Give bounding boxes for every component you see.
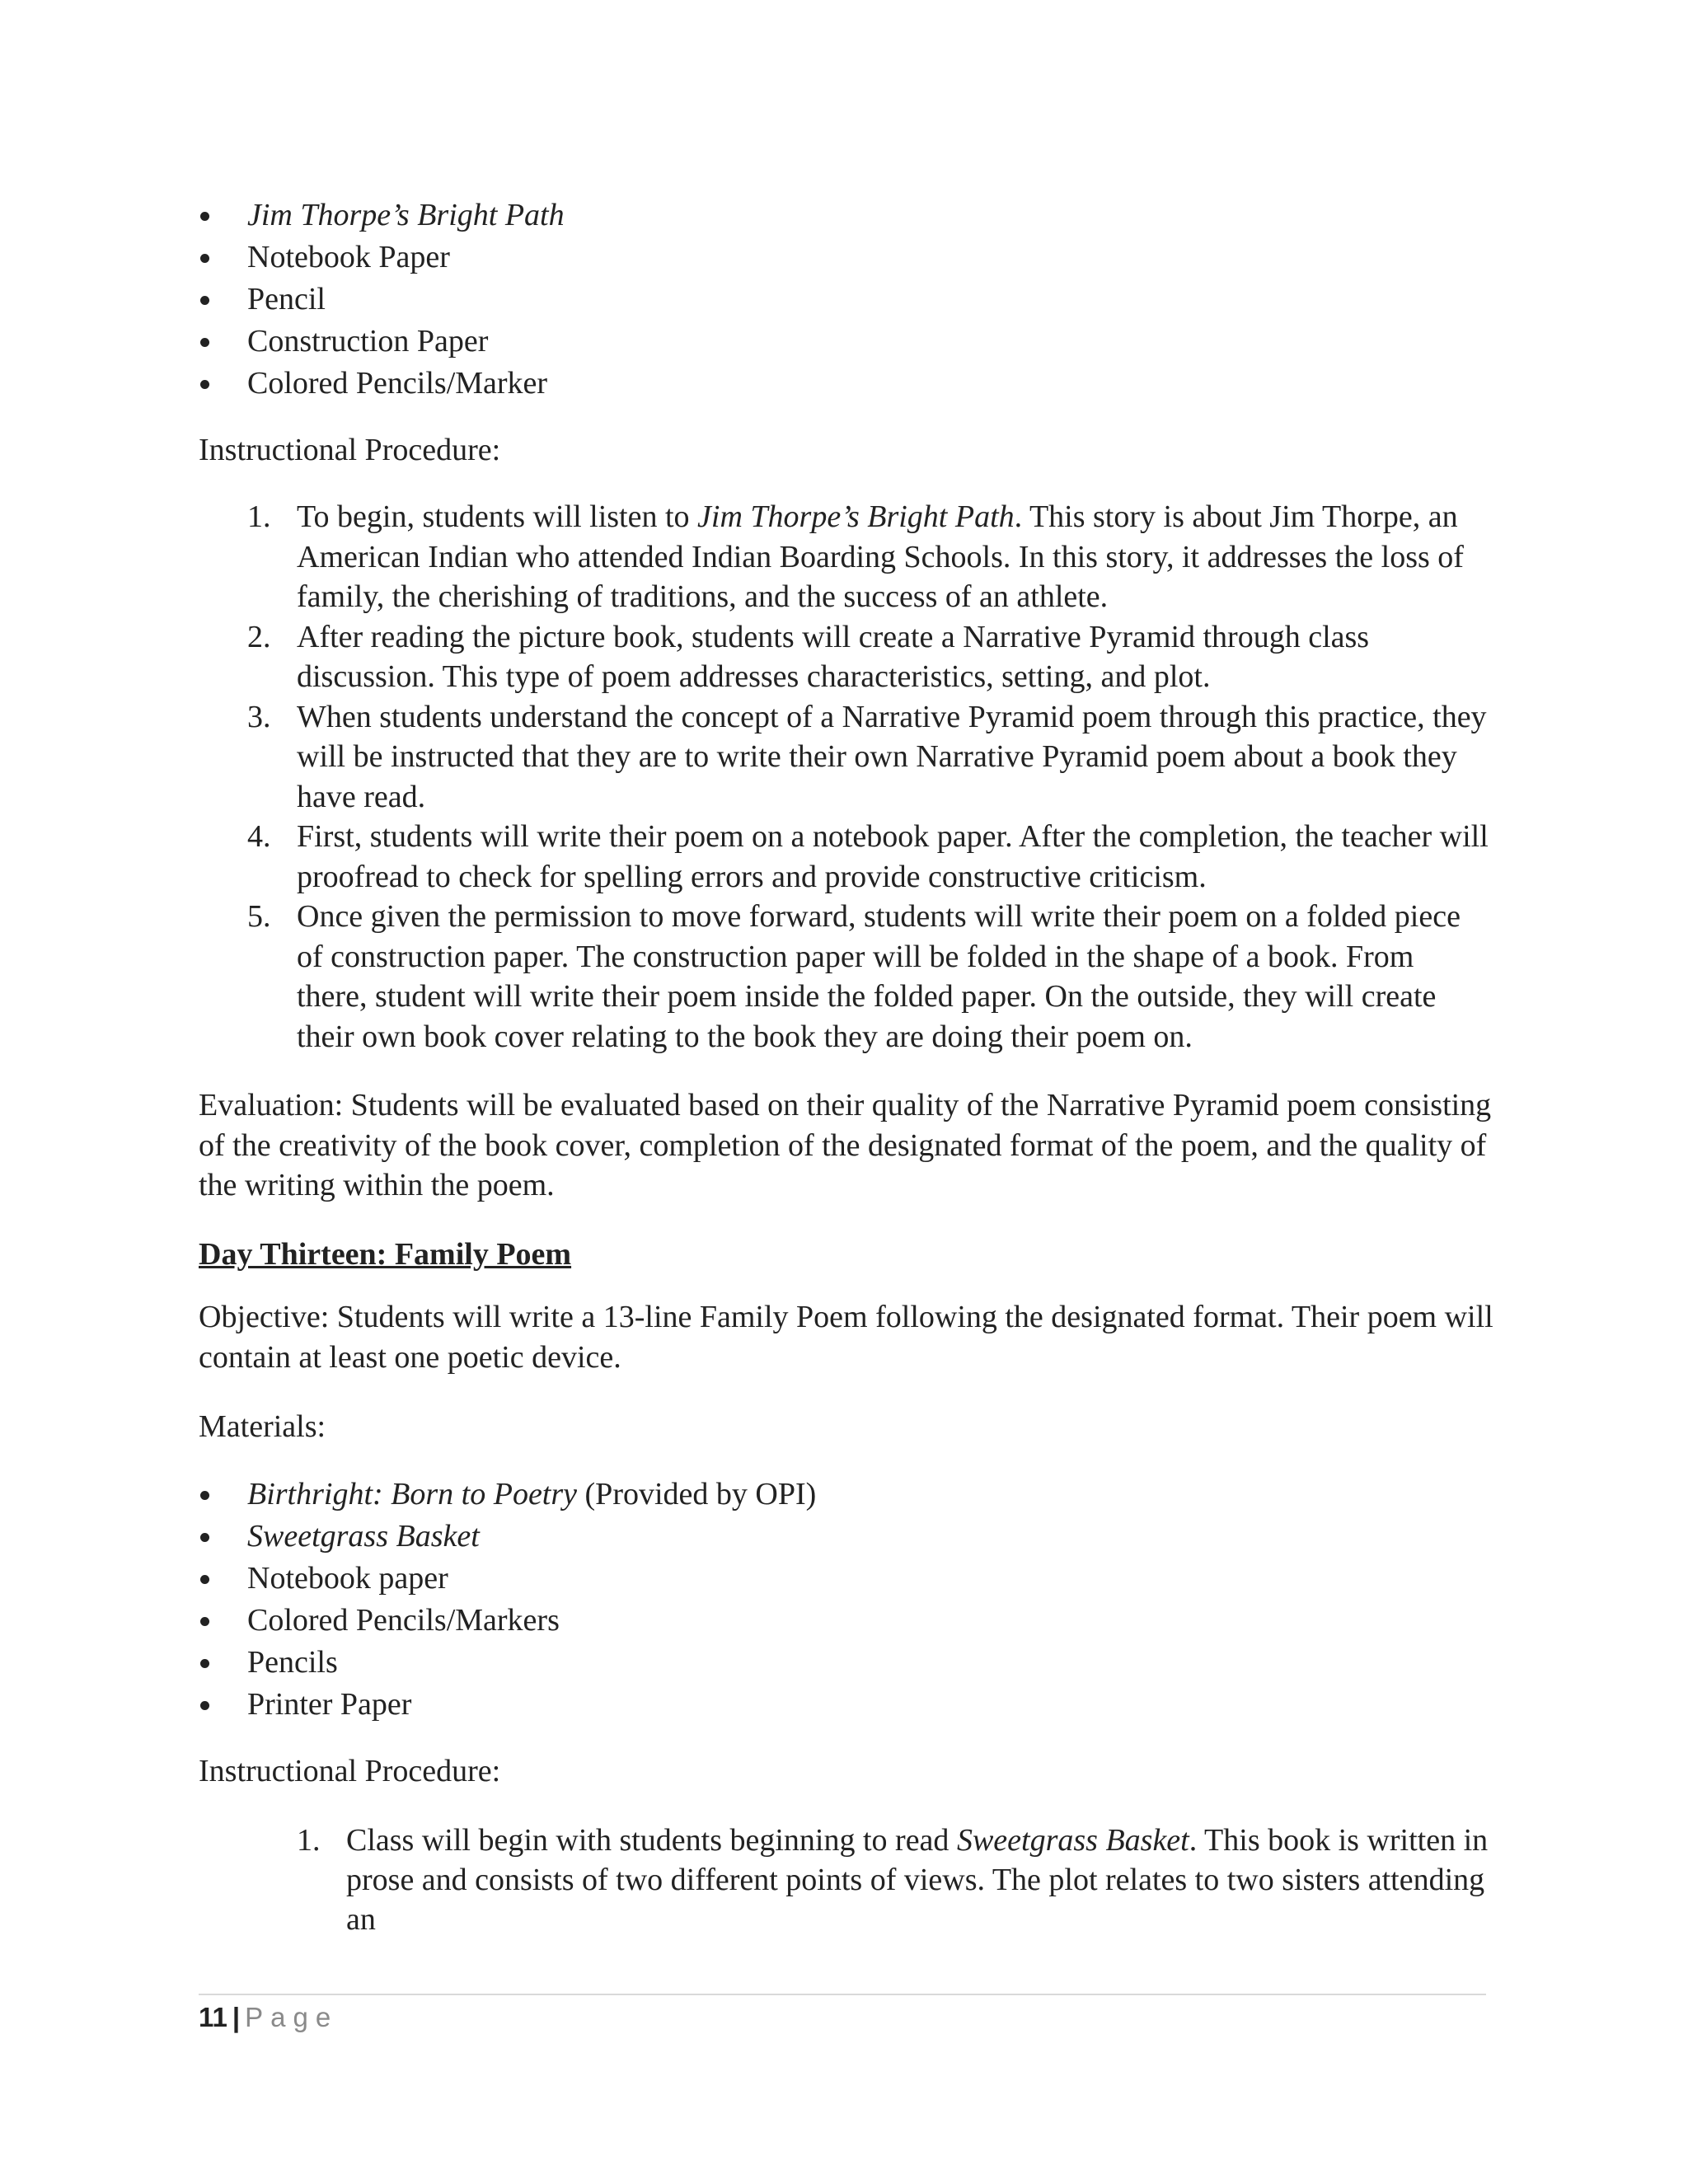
list-item: Colored Pencils/Marker bbox=[247, 363, 1533, 405]
list-item: Colored Pencils/Markers bbox=[247, 1600, 1533, 1642]
materials-list-2 bbox=[247, 1474, 1533, 1726]
footer-divider bbox=[199, 1994, 1486, 1995]
list-item: 5. Once given the permission to move forward, students will write their poem on a folded piece of construction paper. The construction paper will be folded in the shape of a book. From there, student will write their poem inside the folded paper. On the outside, they will create their own book cover relating to the book they are doing their poem on. bbox=[247, 899, 1461, 1054]
page-number: 11 bbox=[199, 2002, 227, 2032]
page-label: Page bbox=[245, 2002, 339, 2032]
list-item: 2. After reading the picture book, students will create a Narrative Pyramid through class discussion. This type of poem addresses characteristics, setting, and plot. bbox=[247, 619, 1370, 694]
materials-list-1 bbox=[247, 194, 1533, 405]
list-item: Construction Paper bbox=[247, 321, 1533, 363]
list-item: Jim Thorpe’s Bright Path bbox=[247, 194, 1533, 237]
list-item: Notebook paper bbox=[247, 1558, 1533, 1600]
list-item: Printer Paper bbox=[247, 1684, 1533, 1726]
instructional-procedure-label: Instructional Procedure: bbox=[199, 433, 501, 467]
list-item: 3. When students understand the concept of a Narrative Pyramid poem through this practice, they will be instructed that they are to write their own Narrative Pyramid poem about a book they have read. bbox=[247, 699, 1487, 814]
list-item: 4. First, students will write their poem on a notebook paper. After the completion, the teacher will proofread to check for spelling errors and provide constructive criticism. bbox=[247, 819, 1489, 894]
list-item: Pencil bbox=[247, 279, 1533, 321]
footer-separator: | bbox=[232, 2002, 241, 2032]
list-item: 1. To begin, students will listen to Jim Thorpe’s Bright Path. This story is about Jim Thorpe, an American Indian who attended Indian Boarding Schools. In this story, it addresses the loss of family, the cherishing of traditions, and the success of an athlete. bbox=[247, 499, 1464, 614]
list-item: Pencils bbox=[247, 1642, 1533, 1684]
objective-paragraph: Objective: Students will write a 13-line Family Poem following the designated format. Their poem will contain at least one poetic device. bbox=[199, 1300, 1493, 1375]
procedure-list-1 bbox=[247, 497, 1492, 1057]
list-item: 1. Class will begin with students beginning to read Sweetgrass Basket. This book is written in prose and consists of two different points of views. The plot relates to two sisters attending an bbox=[297, 1823, 1489, 1937]
day-thirteen-heading: Day Thirteen: Family Poem bbox=[199, 1237, 572, 1272]
evaluation-paragraph: Evaluation: Students will be evaluated based on their quality of the Narrative Pyramid poem consisting of the creativity of the book cover, completion of the designated format of the poem, and the quality of the writing within the poem. bbox=[199, 1088, 1492, 1202]
materials-label: Materials: bbox=[199, 1409, 326, 1444]
list-item: Sweetgrass Basket bbox=[247, 1516, 1533, 1558]
list-item: Birthright: Born to Poetry (Provided by OPI) bbox=[247, 1474, 1533, 1516]
page-footer bbox=[199, 1999, 338, 2036]
procedure-list-2 bbox=[297, 1821, 1492, 1939]
list-item: Notebook Paper bbox=[247, 237, 1533, 279]
instructional-procedure-label: Instructional Procedure: bbox=[199, 1754, 501, 1788]
